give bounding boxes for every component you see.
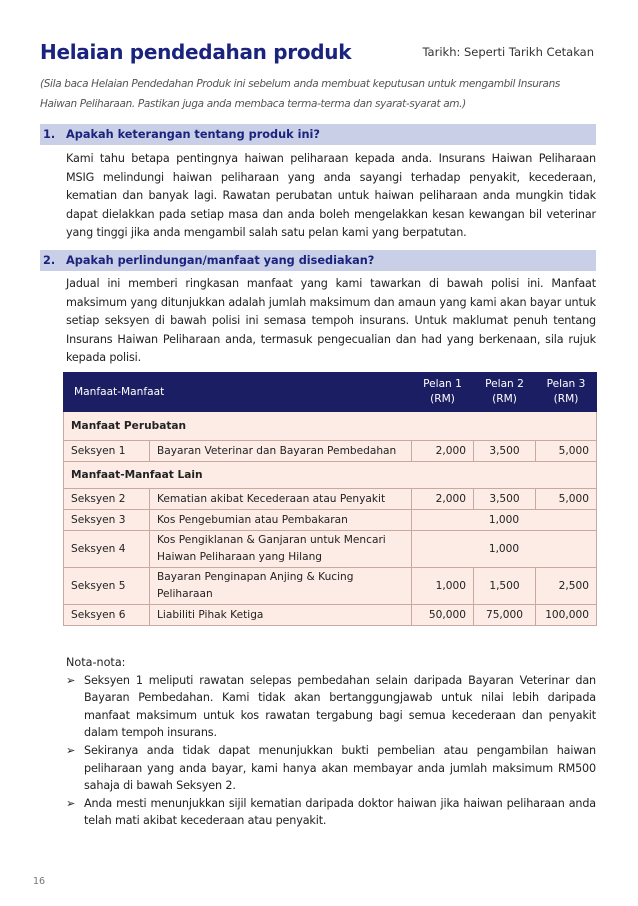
row-description: Liabiliti Pihak Ketiga bbox=[150, 605, 412, 626]
row-description: Kematian akibat Kecederaan atau Penyakit bbox=[150, 489, 412, 510]
row-section: Seksyen 2 bbox=[64, 489, 150, 510]
note-text: Anda mesti menunjukkan sijil kematian daripada doktor haiwan jika haiwan peliharaan anda telah mati akibat kecederaan atau penyakit. bbox=[84, 796, 596, 828]
row-plan-1: 50,000 bbox=[412, 605, 474, 626]
row-plan-3: 2,500 bbox=[536, 568, 597, 605]
table-row bbox=[64, 510, 597, 531]
row-all-plans: 1,000 bbox=[412, 510, 597, 531]
header-benefits: Manfaat-Manfaat bbox=[64, 373, 412, 412]
note-item bbox=[66, 742, 596, 795]
row-plan-3: 100,000 bbox=[536, 605, 597, 626]
notes-section bbox=[66, 654, 596, 830]
category-row bbox=[64, 462, 597, 489]
notes-heading: Nota-nota: bbox=[66, 656, 126, 669]
row-plan-3: 5,000 bbox=[536, 441, 597, 462]
row-section: Seksyen 5 bbox=[64, 568, 150, 605]
row-description: Kos Pengiklanan & Ganjaran untuk Mencari Haiwan Peliharaan yang Hilang bbox=[150, 531, 412, 568]
category-medical: Manfaat Perubatan bbox=[64, 412, 597, 441]
note-text: Sekiranya anda tidak dapat menunjukkan bukti pembelian atau pengambilan haiwan peliharaan yang anda bayar, kami hanya akan membayar anda jumlah maksimum RM500 sahaja di bawah Seksyen 2. bbox=[84, 743, 596, 793]
row-description: Bayaran Veterinar dan Bayaran Pembedahan bbox=[150, 441, 412, 462]
plan-3-unit: (RM) bbox=[553, 393, 579, 405]
document-date: Tarikh: Seperti Tarikh Cetakan bbox=[422, 45, 594, 59]
table-row bbox=[64, 489, 597, 510]
plan-1-unit: (RM) bbox=[430, 393, 455, 405]
row-plan-2: 3,500 bbox=[474, 489, 536, 510]
arrow-bullet-icon: ➢ bbox=[66, 673, 76, 687]
intro-line-2: Haiwan Peliharaan. Pastikan juga anda membaca terma-terma dan syarat-syarat am.) bbox=[40, 98, 466, 110]
header-plan-1 bbox=[412, 373, 474, 412]
category-other: Manfaat-Manfaat Lain bbox=[64, 462, 597, 489]
note-text: Seksyen 1 meliputi rawatan selepas pembedahan selain daripada Bayaran Veterinar dan Bayaran Pembedahan. Kami tidak akan bertanggungjawab untuk nilai lebih daripada manfaat maksimum untuk kos rawatan tergabung bagi semua kecederaan dan penyakit dalam tempoh insurans. bbox=[84, 673, 596, 740]
header-plan-3 bbox=[536, 373, 597, 412]
table-row bbox=[64, 568, 597, 605]
row-description: Kos Pengebumian atau Pembakaran bbox=[150, 510, 412, 531]
row-all-plans: 1,000 bbox=[412, 531, 597, 568]
table-row bbox=[64, 605, 597, 626]
section-1-body: Kami tahu betapa pentingnya haiwan peliharaan kepada anda. Insurans Haiwan Peliharaan MSIG melindungi haiwan peliharaan yang anda sayangi terhadap penyakit, kecederaan, kematian dan banyak lagi. Rawatan perubatan untuk haiwan peliharaan anda mungkin tidak dapat dielakkan pada setiap masa dan anda boleh mengelakkan kesan kewangan bil veterinar yang tinggi jika anda mengambil salah satu pelan kami yang berpatutan. bbox=[66, 152, 596, 240]
section-2-body: Jadual ini memberi ringkasan manfaat yang kami tawarkan di bawah polisi ini. Manfaat maksimum yang ditunjukkan adalah jumlah maksimum dan amaun yang kami akan bayar untuk setiap seksyen di bawah polisi ini semasa tempoh insurans. Untuk maklumat penuh tentang Insurans Haiwan Peliharaan anda, termasuk pengecualian dan had yang berkenaan, sila rujuk kepada polisi. bbox=[66, 277, 596, 365]
row-plan-1: 1,000 bbox=[412, 568, 474, 605]
section-2-heading bbox=[40, 250, 596, 271]
row-section: Seksyen 4 bbox=[64, 531, 150, 568]
plan-1-name: Pelan 1 bbox=[423, 378, 462, 390]
benefits-table bbox=[63, 372, 597, 626]
arrow-bullet-icon: ➢ bbox=[66, 796, 76, 810]
table-row bbox=[64, 441, 597, 462]
intro-note bbox=[40, 74, 596, 114]
arrow-bullet-icon: ➢ bbox=[66, 743, 76, 757]
section-1-heading bbox=[40, 124, 596, 145]
document-title: Helaian pendedahan produk bbox=[40, 40, 352, 64]
row-plan-1: 2,000 bbox=[412, 489, 474, 510]
table-row bbox=[64, 531, 597, 568]
intro-line-1: (Sila baca Helaian Pendedahan Produk ini sebelum anda membuat keputusan untuk mengambil Insurans bbox=[40, 78, 560, 90]
table-header-row bbox=[64, 373, 597, 412]
row-plan-2: 75,000 bbox=[474, 605, 536, 626]
plan-3-name: Pelan 3 bbox=[546, 378, 586, 390]
row-plan-3: 5,000 bbox=[536, 489, 597, 510]
row-section: Seksyen 1 bbox=[64, 441, 150, 462]
note-item bbox=[66, 672, 596, 742]
row-description: Bayaran Penginapan Anjing & Kucing Peliharaan bbox=[150, 568, 412, 605]
section-1-title: Apakah keterangan tentang produk ini? bbox=[66, 128, 320, 141]
note-item bbox=[66, 795, 596, 830]
plan-2-name: Pelan 2 bbox=[485, 378, 524, 390]
header-plan-2 bbox=[474, 373, 536, 412]
page-number: 16 bbox=[33, 876, 46, 887]
row-section: Seksyen 3 bbox=[64, 510, 150, 531]
plan-2-unit: (RM) bbox=[492, 393, 517, 405]
section-2-title: Apakah perlindungan/manfaat yang disediakan? bbox=[66, 254, 375, 267]
row-plan-1: 2,000 bbox=[412, 441, 474, 462]
row-plan-2: 1,500 bbox=[474, 568, 536, 605]
section-1-number: 1. bbox=[43, 128, 56, 141]
section-2-number: 2. bbox=[43, 254, 56, 267]
category-row bbox=[64, 412, 597, 441]
row-plan-2: 3,500 bbox=[474, 441, 536, 462]
row-section: Seksyen 6 bbox=[64, 605, 150, 626]
